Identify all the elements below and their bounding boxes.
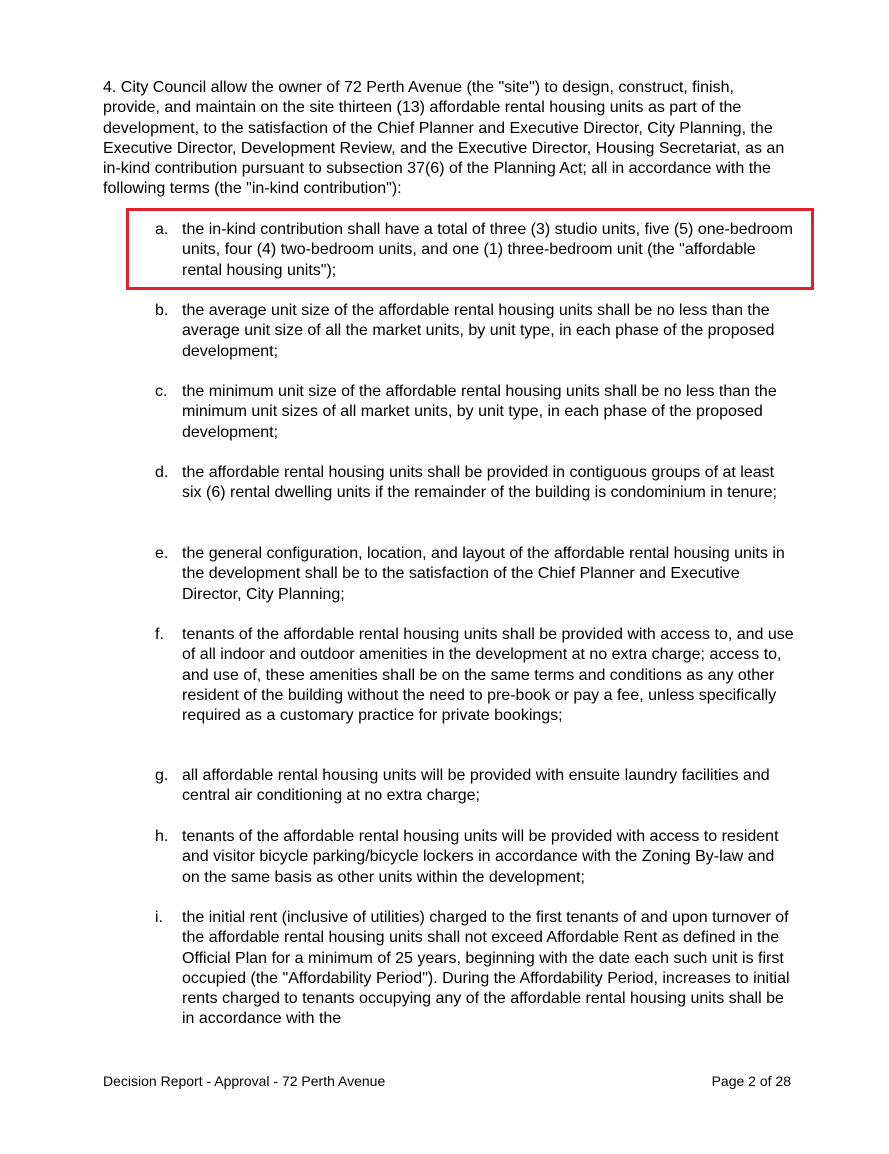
- list-item-text: the affordable rental housing units shall be provided in contiguous groups of at least six (6) rental dwelling units if the remainder of the building is condominium in tenure;: [182, 464, 777, 502]
- list-item-letter: f.: [155, 626, 164, 643]
- list-item-text: all affordable rental housing units will be provided with ensuite laundry facilities and central air conditioning at no extra charge;: [182, 767, 770, 805]
- intro-paragraph: 4. City Council allow the owner of 72 Perth Avenue (the "site") to design, construct, finish, provide, and maintain on the site thirteen (13) affordable rental housing units as part of the development, to the satisfaction of the Chief Planner and Executive Director, City Planning, the Executive Director, Development Review, and the Executive Director, Housing Secretariat, as an in-kind contribution pursuant to subsection 37(6) of the Planning Act; all in accordance with the following terms (the "in-kind contribution"):: [103, 79, 785, 198]
- list-item-letter: i.: [155, 909, 163, 926]
- list-item: [155, 544, 795, 605]
- list-item: [155, 827, 795, 888]
- list-item: [155, 301, 795, 362]
- list-item-letter: d.: [155, 464, 169, 481]
- list-item-text: the initial rent (inclusive of utilities) charged to the first tenants of and upon turnover of the affordable rental housing units shall not exceed Affordable Rent as defined in the Official Plan for a minimum of 25 years, beginning with the date each such unit is first occupied (the "Affordability Period"). During the Affordability Period, increases to initial rents charged to tenants occupying any of the affordable rental housing units shall be in accordance with the: [182, 909, 790, 1028]
- list-item: [155, 625, 795, 726]
- list-item-text: the general configuration, location, and layout of the affordable rental housing units in the development shall be to the satisfaction of the Chief Planner and Executive Director, City Planning;: [182, 545, 785, 603]
- list-item-text: tenants of the affordable rental housing units shall be provided with access to, and use of all indoor and outdoor amenities in the development at no extra charge; access to, and use of, these amenities shall be on the same terms and conditions as any other resident of the building without the need to pre-book or pay a fee, unless specifically required as a customary practice for private bookings;: [182, 626, 794, 725]
- footer-title: Decision Report - Approval - 72 Perth Avenue: [103, 1073, 386, 1089]
- list-item-letter: h.: [155, 828, 169, 845]
- footer-page-number: Page 2 of 28: [711, 1073, 791, 1089]
- list-item-letter: b.: [155, 302, 169, 319]
- list-item: [155, 908, 795, 1030]
- list-item-letter: g.: [155, 767, 169, 784]
- list-item-text: the average unit size of the affordable rental housing units shall be no less than the average unit size of all the market units, by unit type, in each phase of the proposed development;: [182, 302, 775, 360]
- list-item: [155, 463, 795, 504]
- list-item-text: the in-kind contribution shall have a total of three (3) studio units, five (5) one-bedroom units, four (4) two-bedroom units, and one (1) three-bedroom unit (the "affordable rental housing units");: [182, 221, 793, 279]
- list-item-letter: c.: [155, 383, 168, 400]
- list-item: [155, 220, 795, 281]
- list-item-text: tenants of the affordable rental housing units will be provided with access to resident and visitor bicycle parking/bicycle lockers in accordance with the Zoning By-law and on the same basis as other units within the development;: [182, 828, 779, 886]
- list-item-text: the minimum unit size of the affordable rental housing units shall be no less than the minimum unit sizes of all market units, by unit type, in each phase of the proposed development;: [182, 383, 777, 441]
- list-item-letter: e.: [155, 545, 169, 562]
- list-item-letter: a.: [155, 221, 169, 238]
- list-item: [155, 382, 795, 443]
- list-item: [155, 766, 795, 807]
